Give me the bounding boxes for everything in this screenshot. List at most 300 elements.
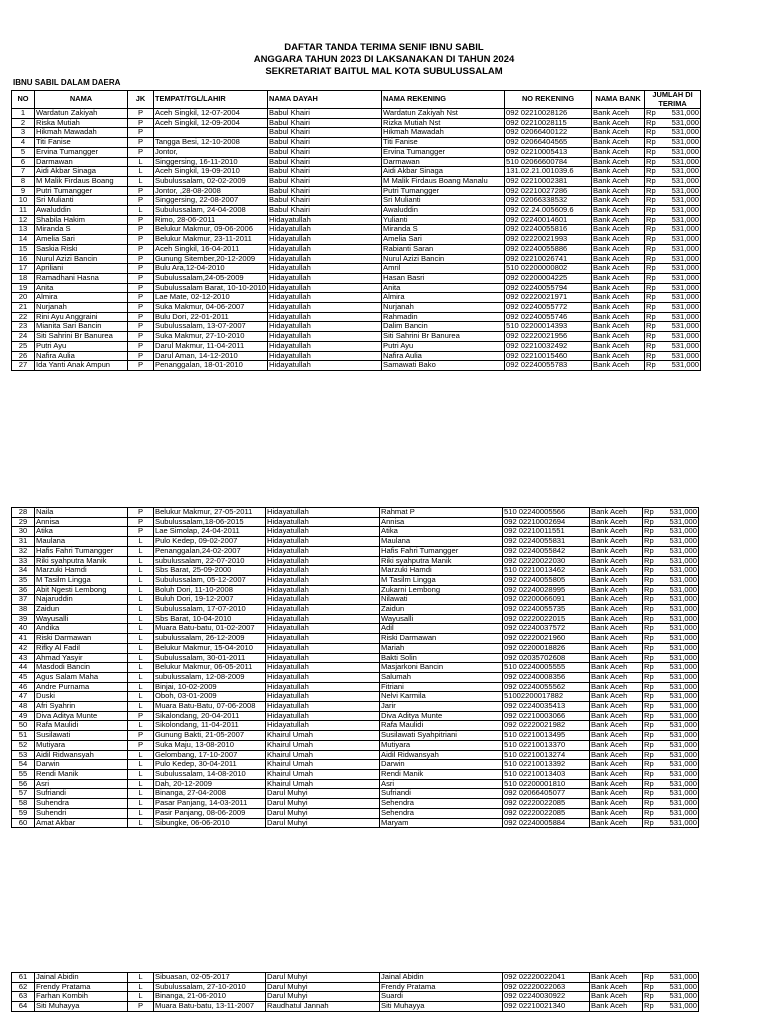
cell-no-rekening: 092 02240035413 [503,702,590,712]
cell-jumlah: 531,000 [657,653,699,663]
cell-jk: P [128,527,154,537]
cell-nama-dayah: Hidayatullah [266,556,380,566]
cell-no: 29 [12,517,35,527]
cell-no-rekening: 510 02240005566 [503,508,590,518]
cell-tempat-tgl-lahir: Subulussalam Barat, 10-10-2010 [155,283,267,292]
cell-nama: Sri Mulianti [35,196,128,206]
table-row [12,322,701,332]
cell-nama: Wardatun Zakiyah [35,109,128,119]
header-nama-rekening: NAMA REKENING [382,91,505,109]
cell-jk: L [128,643,154,653]
cell-nama-rekening: M Tasilm Lingga [380,575,503,585]
cell-nama-dayah: Darul Muhyi [266,789,380,799]
cell-tempat-tgl-lahir: subulussalam, 26-12-2009 [154,634,266,644]
cell-jumlah: 531,000 [659,176,701,186]
cell-nama: Putri Ayu [35,341,128,351]
cell-no: 17 [12,264,35,274]
table-body [12,109,701,371]
cell-currency: Rp [645,215,659,225]
cell-nama-bank: Bank Aceh [590,672,643,682]
cell-nama-bank: Bank Aceh [590,643,643,653]
table-row [12,614,699,624]
cell-tempat-tgl-lahir: Sibuasan, 02-05-2017 [154,973,266,983]
cell-no-rekening: 092 02210028115 [505,118,592,128]
cell-no-rekening: 092 02240028995 [503,585,590,595]
cell-jk: L [128,546,154,556]
cell-no-rekening: 092 02210032492 [505,341,592,351]
cell-nama: Nurul Azizi Bancin [35,254,128,264]
cell-no-rekening: 510 02210013274 [503,750,590,760]
cell-currency: Rp [645,109,659,119]
cell-no-rekening: 092 02210026741 [505,254,592,264]
table-row [12,118,701,128]
cell-currency: Rp [645,312,659,322]
cell-jk: P [128,235,154,245]
cell-nama-bank: Bank Aceh [592,225,645,235]
cell-nama: Titi Fanise [35,138,128,148]
cell-nama-dayah: Hidayatullah [268,332,382,342]
cell-nama-dayah: Hidayatullah [266,634,380,644]
cell-currency: Rp [643,711,657,721]
cell-no: 39 [12,614,35,624]
cell-currency: Rp [643,624,657,634]
cell-currency: Rp [645,128,659,138]
cell-nama: M Tasilm Lingga [35,575,128,585]
cell-tempat-tgl-lahir: Suka Makmur, 27-10-2010 [154,332,268,342]
table-row [12,206,701,216]
cell-jk: L [128,973,154,983]
table-row [12,818,699,828]
cell-jk: L [128,672,154,682]
cell-tempat-tgl-lahir: Suka Maju, 13-08-2010 [154,740,266,750]
cell-no: 49 [12,711,35,721]
cell-no-rekening: 510 02200000802 [505,264,592,274]
cell-nama-dayah: Babul Khairi [268,176,382,186]
cell-nama-dayah: Hidayatullah [266,537,380,547]
cell-no: 43 [12,653,35,663]
table-row [12,264,701,274]
cell-jk: L [128,692,154,702]
cell-nama-dayah: Hidayatullah [266,614,380,624]
cell-tempat-tgl-lahir: Binanga, 27-04-2008 [154,789,266,799]
cell-no-rekening: 092 02210011551 [503,527,590,537]
cell-jumlah: 531,000 [659,109,701,119]
cell-jk: L [128,634,154,644]
cell-currency: Rp [645,341,659,351]
cell-no-rekening: 092 02200066091 [503,595,590,605]
cell-no: 64 [12,1002,35,1012]
cell-jk: P [128,118,154,128]
cell-nama-rekening: Miranda S [382,225,505,235]
cell-nama-dayah: Hidayatullah [266,702,380,712]
cell-tempat-tgl-lahir: Lae Mate, 02-12-2010 [154,293,268,303]
cell-nama-rekening: Riski Darmawan [380,634,503,644]
cell-jk: L [128,575,154,585]
cell-nama-dayah: Hidayatullah [266,672,380,682]
cell-nama-rekening: Hafis Fahri Tumangger [380,546,503,556]
cell-nama: Zaidun [35,605,128,615]
cell-currency: Rp [643,1002,657,1012]
cell-nama-bank: Bank Aceh [592,118,645,128]
cell-no: 47 [12,692,35,702]
cell-currency: Rp [645,186,659,196]
cell-nama-dayah: Darul Muhyi [266,973,380,983]
cell-tempat-tgl-lahir: subulussalam, 12-08-2009 [154,672,266,682]
cell-tempat-tgl-lahir: Subulussalam, 24-04-2008 [154,206,268,216]
cell-tempat-tgl-lahir: Subulussalam, 02-02-2009 [154,176,268,186]
cell-no-rekening: 092 02240008356 [503,672,590,682]
cell-nama: Rini Ayu Anggraini [35,312,128,322]
table-row [12,176,701,186]
cell-nama-dayah: Babul Khairi [268,157,382,167]
cell-tempat-tgl-lahir: Penanggalan, 18-01-2010 [154,361,268,371]
cell-nama-rekening: Darmawan [382,157,505,167]
cell-nama: Andika [35,624,128,634]
cell-nama-bank: Bank Aceh [590,508,643,518]
cell-tempat-tgl-lahir: Aceh Singkil, 12-07-2004 [154,109,268,119]
table-row [12,575,699,585]
cell-nama-dayah: Hidayatullah [266,566,380,576]
cell-no: 40 [12,624,35,634]
cell-nama: Diva Aditya Munte [35,711,128,721]
cell-jumlah: 531,000 [657,556,699,566]
cell-nama: Riki syahputra Manik [35,556,128,566]
cell-jumlah: 531,000 [659,138,701,148]
cell-nama-bank: Bank Aceh [590,769,643,779]
cell-nama-rekening: Suardi [380,992,503,1002]
table-row [12,605,699,615]
cell-nama-bank: Bank Aceh [592,186,645,196]
cell-nama-bank: Bank Aceh [590,517,643,527]
table-body [12,973,699,1012]
cell-nama-dayah: Hidayatullah [266,517,380,527]
cell-no: 56 [12,779,35,789]
cell-no-rekening: 092 02240055562 [503,682,590,692]
cell-jk: L [128,167,154,177]
cell-jumlah: 531,000 [657,508,699,518]
table-row [12,556,699,566]
cell-nama-rekening: Rizka Mutiah Nst [382,118,505,128]
cell-no: 20 [12,293,35,303]
cell-currency: Rp [643,721,657,731]
cell-nama-dayah: Hidayatullah [266,653,380,663]
cell-nama-dayah: Khairul Umah [266,779,380,789]
cell-nama-bank: Bank Aceh [592,167,645,177]
cell-jumlah: 531,000 [659,351,701,361]
cell-nama: Suhendra [35,799,128,809]
cell-nama-bank: Bank Aceh [590,624,643,634]
cell-no-rekening: 092 02240055735 [503,605,590,615]
cell-nama: Marzuki Hamdi [35,566,128,576]
cell-no-rekening: 092 02220021956 [505,332,592,342]
cell-currency: Rp [643,527,657,537]
cell-tempat-tgl-lahir: Subulussalam, 30-01-2011 [154,653,266,663]
cell-jk: P [128,740,154,750]
cell-nama-rekening: Mariah [380,643,503,653]
cell-jumlah: 531,000 [659,254,701,264]
cell-no-rekening: 092 02240055842 [503,546,590,556]
cell-nama: Afri Syahrin [35,702,128,712]
cell-jumlah: 531,000 [657,605,699,615]
cell-no-rekening: 092 02220022030 [503,556,590,566]
table-row [12,731,699,741]
cell-jumlah: 531,000 [657,760,699,770]
cell-nama-bank: Bank Aceh [590,614,643,624]
cell-tempat-tgl-lahir: Singgersing, 16-11-2010 [154,157,268,167]
cell-jumlah: 531,000 [659,118,701,128]
cell-jk: P [128,244,154,254]
cell-jumlah: 531,000 [657,818,699,828]
cell-nama-bank: Bank Aceh [592,322,645,332]
cell-no-rekening: 092 02240014601 [505,215,592,225]
table-row [12,312,701,322]
cell-nama-rekening: Anita [382,283,505,293]
cell-nama-rekening: Frendy Pratama [380,982,503,992]
cell-nama: Aidi Akbar Sinaga [35,167,128,177]
table-row [12,157,701,167]
cell-currency: Rp [643,818,657,828]
cell-no: 46 [12,682,35,692]
cell-jk: P [128,312,154,322]
cell-no: 27 [12,361,35,371]
cell-nama-rekening: Sri Mulianti [382,196,505,206]
cell-jk: L [128,721,154,731]
cell-no: 11 [12,206,35,216]
cell-no-rekening: 092 02066400122 [505,128,592,138]
cell-nama-dayah: Hidayatullah [266,663,380,673]
cell-nama-bank: Bank Aceh [592,341,645,351]
cell-jk: L [128,176,154,186]
cell-tempat-tgl-lahir: Belukur Makmur, 15-04-2010 [154,643,266,653]
cell-no-rekening: 092 02220022085 [503,808,590,818]
cell-currency: Rp [645,293,659,303]
cell-nama-dayah: Hidayatullah [268,273,382,283]
cell-nama-rekening: Mutiyara [380,740,503,750]
cell-nama: Nurjanah [35,303,128,313]
cell-tempat-tgl-lahir: Sikolondang, 11-04-2011 [154,721,266,731]
header-nama-dayah: NAMA DAYAH [268,91,382,109]
table-row [12,595,699,605]
cell-no-rekening: 510 02066600784 [505,157,592,167]
cell-nama-bank: Bank Aceh [590,653,643,663]
cell-currency: Rp [643,585,657,595]
cell-nama-rekening: Adil [380,624,503,634]
cell-jk: P [128,322,154,332]
cell-jumlah: 531,000 [659,235,701,245]
cell-tempat-tgl-lahir: Muara Batu-Batu, 07-06-2008 [154,702,266,712]
cell-currency: Rp [645,332,659,342]
cell-nama: Riski Darmawan [35,634,128,644]
cell-jumlah: 531,000 [657,672,699,682]
cell-currency: Rp [643,740,657,750]
cell-jumlah: 531,000 [657,982,699,992]
cell-nama-dayah: Hidayatullah [268,215,382,225]
cell-nama-bank: Bank Aceh [590,566,643,576]
cell-nama-dayah: Babul Khairi [268,186,382,196]
table-row [12,702,699,712]
cell-nama-dayah: Hidayatullah [268,283,382,293]
cell-nama: Ida Yanti Anak Ampun [35,361,128,371]
cell-no-rekening: 092 02240055772 [505,303,592,313]
cell-nama-bank: Bank Aceh [590,702,643,712]
cell-currency: Rp [643,682,657,692]
cell-nama-dayah: Babul Khairi [268,206,382,216]
cell-nama-rekening: Zukarni Lembong [380,585,503,595]
cell-jk: P [128,303,154,313]
cell-nama: Maulana [35,537,128,547]
cell-nama-rekening: Amelia Sari [382,235,505,245]
cell-nama-bank: Bank Aceh [592,215,645,225]
cell-nama-rekening: Maulana [380,537,503,547]
table-header-row [12,91,701,109]
cell-nama: Ahmad Yasyir [35,653,128,663]
cell-jumlah: 531,000 [659,283,701,293]
header-nama-bank: NAMA BANK [592,91,645,109]
table-row [12,215,701,225]
table-row [12,235,701,245]
table-row [12,672,699,682]
table-row [12,769,699,779]
header-jumlah-di-terima: JUMLAH DI TERIMA [645,91,701,109]
cell-no: 1 [12,109,35,119]
cell-no: 53 [12,750,35,760]
cell-no-rekening: 131.02.21.001039.6 [505,167,592,177]
cell-no: 7 [12,167,35,177]
cell-nama: Darwin [35,760,128,770]
cell-jk: L [128,556,154,566]
cell-currency: Rp [643,566,657,576]
cell-jumlah: 531,000 [659,186,701,196]
cell-nama: Shabila Hakim [35,215,128,225]
cell-nama: Hafis Fahri Tumangger [35,546,128,556]
cell-nama-rekening: M Malik Firdaus Boang Manalu [382,176,505,186]
cell-nama-rekening: Nafira Aulia [382,351,505,361]
cell-nama-rekening: Maryam [380,818,503,828]
cell-nama-dayah: Hidayatullah [266,624,380,634]
cell-nama: Darmawan [35,157,128,167]
cell-nama: Mianita Sari Bancin [35,322,128,332]
cell-tempat-tgl-lahir: Tangga Besi, 12-10-2008 [154,138,268,148]
cell-nama-rekening: Zaidun [380,605,503,615]
table-row [12,293,701,303]
cell-currency: Rp [645,196,659,206]
cell-nama-rekening: Aidi Akbar Sinaga [382,167,505,177]
cell-tempat-tgl-lahir: Subulussalam, 05-12-2007 [154,575,266,585]
cell-no: 5 [12,147,35,157]
cell-nama-dayah: Hidayatullah [268,303,382,313]
cell-nama-rekening: Awaluddin [382,206,505,216]
cell-no: 19 [12,283,35,293]
cell-currency: Rp [645,264,659,274]
cell-no-rekening: 092 02210002381 [505,176,592,186]
cell-no: 42 [12,643,35,653]
cell-jk: P [128,138,154,148]
cell-jk: L [128,595,154,605]
cell-no-rekening: 510 02240005555 [503,663,590,673]
cell-nama-bank: Bank Aceh [592,303,645,313]
cell-no: 61 [12,973,35,983]
cell-no: 57 [12,789,35,799]
cell-jumlah: 531,000 [657,546,699,556]
cell-nama-bank: Bank Aceh [592,283,645,293]
cell-nama: Rafa Maulidi [35,721,128,731]
cell-nama-rekening: Fitriani [380,682,503,692]
cell-nama-rekening: Jarir [380,702,503,712]
cell-jumlah: 531,000 [657,624,699,634]
cell-currency: Rp [643,702,657,712]
cell-nama-bank: Bank Aceh [590,634,643,644]
cell-nama-dayah: Khairul Umah [266,760,380,770]
cell-jumlah: 531,000 [659,147,701,157]
cell-nama-bank: Bank Aceh [590,992,643,1002]
table-row [12,643,699,653]
cell-jumlah: 531,000 [659,312,701,322]
table-row [12,254,701,264]
cell-jk: L [128,663,154,673]
cell-jumlah: 531,000 [657,517,699,527]
cell-no: 35 [12,575,35,585]
cell-currency: Rp [645,206,659,216]
cell-tempat-tgl-lahir: Buluh Dori, 19-12-2007 [154,595,266,605]
cell-jk: L [128,769,154,779]
cell-nama-rekening: Salumah [380,672,503,682]
cell-jumlah: 531,000 [659,361,701,371]
cell-nama: Putri Tumangger [35,186,128,196]
cell-no-rekening: 092 02210002694 [503,517,590,527]
cell-currency: Rp [645,254,659,264]
cell-jumlah: 531,000 [657,595,699,605]
cell-no-rekening: 510 02210013392 [503,760,590,770]
cell-nama: Farhan Kombih [35,992,128,1002]
cell-no-rekening: 092 02066405077 [503,789,590,799]
cell-nama: Frendy Pratama [35,982,128,992]
cell-tempat-tgl-lahir: Belukur Makmur, 23-11-2011 [154,235,268,245]
cell-jk: P [128,264,154,274]
cell-no-rekening: 092 02210027286 [505,186,592,196]
cell-nama-rekening: Aidil Ridwansyah [380,750,503,760]
cell-nama-rekening: Riki syahputra Manik [380,556,503,566]
cell-no-rekening: 092 02066338532 [505,196,592,206]
cell-nama-dayah: Hidayatullah [266,595,380,605]
table-row [12,351,701,361]
cell-jk: P [128,351,154,361]
cell-nama: Susilawati [35,731,128,741]
cell-currency: Rp [643,982,657,992]
cell-jumlah: 531,000 [657,731,699,741]
cell-jumlah: 531,000 [659,157,701,167]
table-row [12,537,699,547]
cell-nama-bank: Bank Aceh [590,799,643,809]
cell-no: 37 [12,595,35,605]
cell-no: 58 [12,799,35,809]
cell-nama-bank: Bank Aceh [590,537,643,547]
cell-nama-rekening: Nilawati [380,595,503,605]
cell-no-rekening: 092 02210028126 [505,109,592,119]
cell-nama: Apriliani [35,264,128,274]
cell-jumlah: 531,000 [659,225,701,235]
cell-tempat-tgl-lahir: Lae Simolap, 24-04-2011 [154,527,266,537]
cell-tempat-tgl-lahir: Bulu Ara,12-04-2010 [154,264,268,274]
cell-nama-bank: Bank Aceh [592,196,645,206]
cell-jk: L [128,605,154,615]
cell-nama-rekening: Siti Sahrini Br Banurea [382,332,505,342]
cell-nama-dayah: Babul Khairi [268,138,382,148]
cell-nama-dayah: Hidayatullah [268,361,382,371]
cell-jk: P [128,332,154,342]
cell-nama-bank: Bank Aceh [590,740,643,750]
cell-currency: Rp [643,614,657,624]
cell-jk: P [128,196,154,206]
